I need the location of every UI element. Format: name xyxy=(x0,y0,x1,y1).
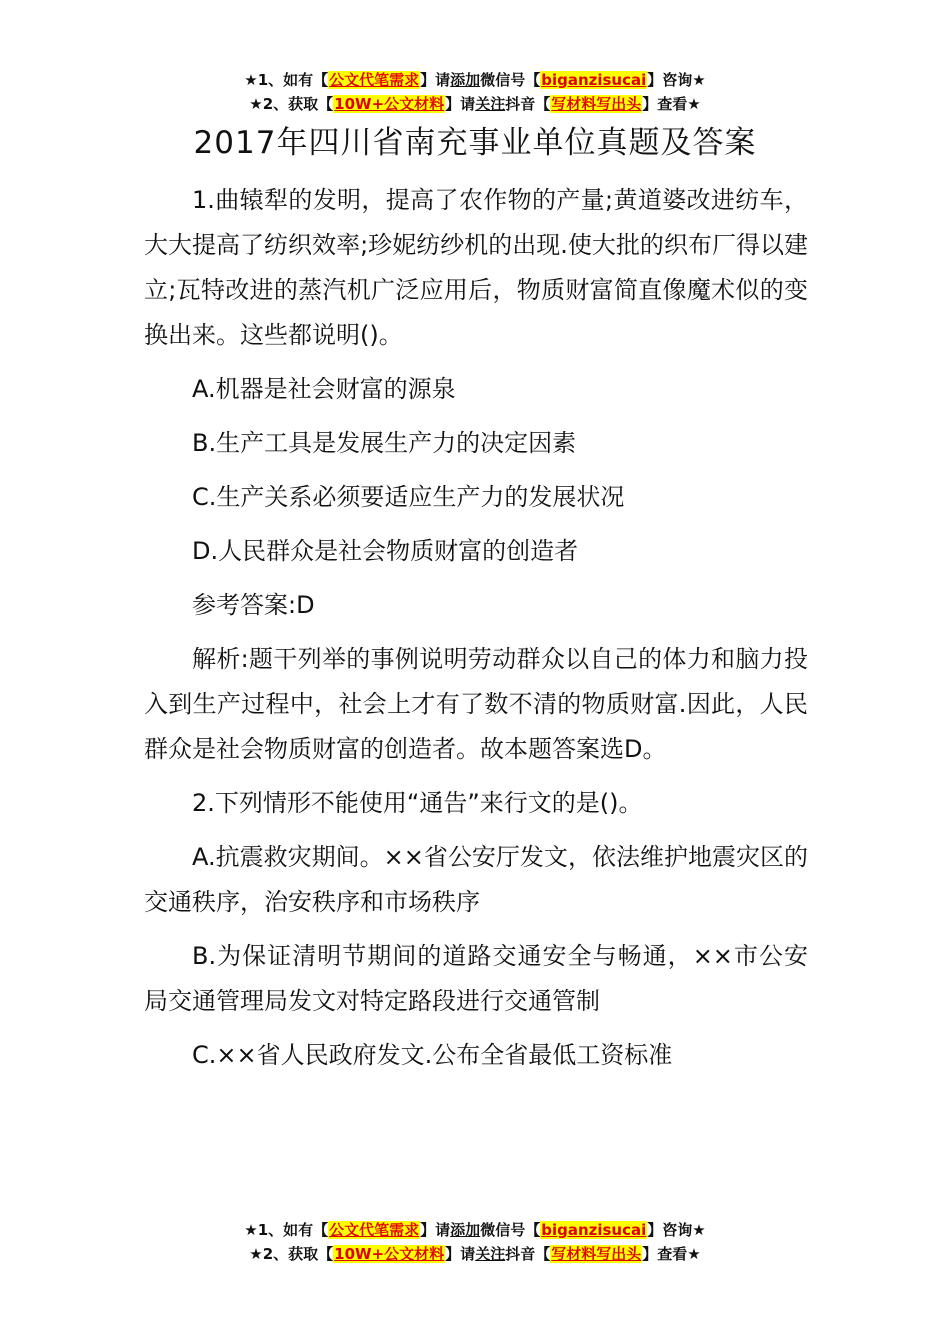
question-1-answer: 参考答案:D xyxy=(192,591,315,619)
star-icon: ★ xyxy=(692,71,706,89)
star-icon: ★ xyxy=(687,1245,701,1263)
promo-highlight-douyin: 写材料写出头 xyxy=(551,95,642,113)
promo-line-2: ★2、获取【10W+公文材料】请关注抖音【写材料写出头】查看★ xyxy=(249,95,701,113)
question-2-option-a: A.抗震救灾期间。××省公安厅发文，依法维护地震灾区的交通秩序，治安秩序和市场秩序 xyxy=(144,843,808,916)
promo-emphasis-add: 添加 xyxy=(450,71,481,89)
promo-banner-bottom xyxy=(0,1218,950,1266)
star-icon: ★ xyxy=(249,95,263,113)
question-2-stem: 2.下列情形不能使用“通告”来行文的是()。 xyxy=(192,789,643,817)
star-icon: ★ xyxy=(244,71,258,89)
promo-highlight-materials: 10W+公文材料 xyxy=(334,1245,445,1263)
promo-highlight-service: 公文代笔需求 xyxy=(329,71,420,89)
question-1-option-d: D.人民群众是社会物质财富的创造者 xyxy=(192,537,579,565)
question-1-option-b: B.生产工具是发展生产力的决定因素 xyxy=(192,429,577,457)
star-icon: ★ xyxy=(249,1245,263,1263)
question-1-analysis: 解析:题干列举的事例说明劳动群众以自己的体力和脑力投入到生产过程中，社会上才有了数不清的物质财富.因此，人民群众是社会物质财富的创造者。故本题答案选D。 xyxy=(144,645,808,763)
question-1-option-c: C.生产关系必须要适应生产力的发展状况 xyxy=(192,483,625,511)
promo-line-2: ★2、获取【10W+公文材料】请关注抖音【写材料写出头】查看★ xyxy=(249,1245,701,1263)
promo-emphasis-follow: 关注 xyxy=(475,1245,506,1263)
question-1-stem: 1.曲辕犁的发明，提高了农作物的产量;黄道婆改进纺车，大大提高了纺织效率;珍妮纺纱机的出现.使大批的织布厂得以建立;瓦特改进的蒸汽机广泛应用后，物质财富简直像魔术似的变换出来。这些都说明()。 xyxy=(144,186,808,349)
promo-highlight-service: 公文代笔需求 xyxy=(329,1221,420,1239)
star-icon: ★ xyxy=(692,1221,706,1239)
question-2-option-b: B.为保证清明节期间的道路交通安全与畅通，××市公安局交通管理局发文对特定路段进行交通管制 xyxy=(144,942,808,1015)
question-1-option-a: A.机器是社会财富的源泉 xyxy=(192,375,456,403)
promo-highlight-wechat-id: biganzisucai xyxy=(541,71,647,89)
promo-line-1: ★1、如有【公文代笔需求】请添加微信号【biganzisucai】咨询★ xyxy=(244,1221,706,1239)
document-title: 2017年四川省南充事业单位真题及答案 xyxy=(193,125,757,161)
promo-emphasis-add: 添加 xyxy=(450,1221,481,1239)
promo-highlight-douyin: 写材料写出头 xyxy=(551,1245,642,1263)
star-icon: ★ xyxy=(687,95,701,113)
promo-banner-top xyxy=(0,68,950,116)
question-2-option-c: C.××省人民政府发文.公布全省最低工资标准 xyxy=(192,1041,673,1069)
promo-highlight-wechat-id: biganzisucai xyxy=(541,1221,647,1239)
promo-line-1: ★1、如有【公文代笔需求】请添加微信号【biganzisucai】咨询★ xyxy=(244,71,706,89)
document-body xyxy=(144,178,808,1087)
star-icon: ★ xyxy=(244,1221,258,1239)
promo-highlight-materials: 10W+公文材料 xyxy=(334,95,445,113)
promo-emphasis-follow: 关注 xyxy=(475,95,506,113)
